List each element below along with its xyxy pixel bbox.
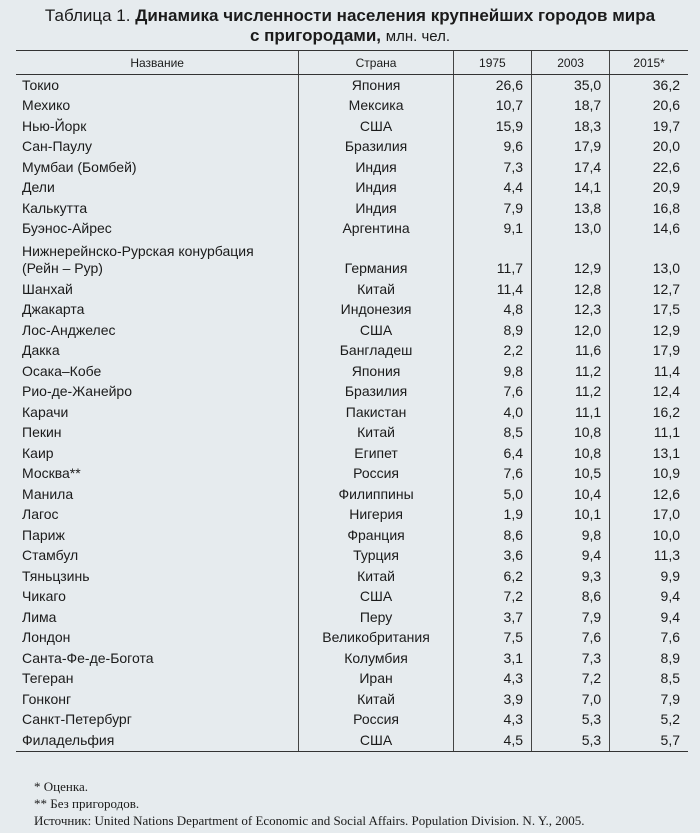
title-unit: млн. чел. [385,28,451,45]
value-2015: 11,3 [610,546,688,567]
value-2003: 12,3 [532,300,610,321]
city-name-text: Токио [22,76,59,93]
city-name-text: Мумбаи (Бомбей) [22,158,137,175]
country-cell: Бразилия [299,382,453,403]
table-title [0,6,700,47]
city-name-text: Буэнос-Айрес [22,220,112,237]
value-2003: 14,1 [532,178,610,199]
table-row [16,116,688,137]
note-estimate: * Оценка. [34,779,88,794]
city-name [16,505,299,526]
table-row [16,710,688,731]
table-row [16,566,688,587]
value-1975: 7,5 [453,628,531,649]
value-1975: 7,6 [453,464,531,485]
value-1975: 3,1 [453,648,531,669]
city-name-text: Чикаго [22,588,66,605]
country-cell: Бразилия [299,137,453,158]
city-name-text: Джакарта [22,301,85,318]
table-row [16,607,688,628]
city-name [16,300,299,321]
city-name [16,628,299,649]
value-1975: 7,2 [453,587,531,608]
city-name-text: Дели [22,179,55,196]
city-name-text: Москва** [22,465,81,482]
value-1975: 6,2 [453,566,531,587]
value-2003: 8,6 [532,587,610,608]
value-2015: 11,4 [610,361,688,382]
value-1975: 5,0 [453,484,531,505]
value-2003: 9,3 [532,566,610,587]
value-2015: 8,5 [610,669,688,690]
value-2015: 5,2 [610,710,688,731]
value-2015: 12,6 [610,484,688,505]
country-cell: Индия [299,178,453,199]
value-2015: 19,7 [610,116,688,137]
city-name [16,178,299,199]
value-1975: 3,6 [453,546,531,567]
country-cell: Мексика [299,96,453,117]
table-row [16,361,688,382]
country-cell: США [299,587,453,608]
value-1975: 9,1 [453,219,531,240]
city-name-text: Дакка [22,342,60,359]
city-name-text: Стамбул [22,547,79,564]
table-row [16,157,688,178]
value-2003: 18,7 [532,96,610,117]
value-1975: 11,7 [453,239,531,279]
title-main-line2: с пригородами, [249,26,382,45]
city-name [16,239,299,279]
city-name [16,587,299,608]
city-name-text: Нижнерейнско-Рурская конурбация [22,243,254,259]
value-2015: 20,0 [610,137,688,158]
value-2003: 10,8 [532,443,610,464]
city-name-text: Санта-Фе-де-Богота [22,649,154,666]
value-1975: 10,7 [453,96,531,117]
value-2015: 36,2 [610,75,688,96]
value-2015: 13,1 [610,443,688,464]
value-1975: 7,9 [453,198,531,219]
table-row [16,402,688,423]
value-2015: 12,9 [610,320,688,341]
table-row [16,382,688,403]
city-name [16,279,299,300]
country-cell: Индонезия [299,300,453,321]
country-cell: Колумбия [299,648,453,669]
table-row [16,137,688,158]
country-cell: США [299,730,453,751]
table-row [16,96,688,117]
city-name [16,341,299,362]
table-row [16,178,688,199]
table-row [16,669,688,690]
table-row [16,628,688,649]
header-1975: 1975 [453,51,531,75]
value-2003: 17,4 [532,157,610,178]
header-2015: 2015* [610,51,688,75]
country-cell: Египет [299,443,453,464]
value-2003: 12,0 [532,320,610,341]
value-2015: 13,0 [610,239,688,279]
table-row [16,505,688,526]
city-name-text: Санкт-Петербург [22,711,132,728]
city-name-text: Калькутта [22,199,88,216]
table-row [16,443,688,464]
note-no-suburbs: ** Без пригородов. [34,796,140,811]
value-2015: 17,0 [610,505,688,526]
value-2003: 7,0 [532,689,610,710]
value-2015: 12,4 [610,382,688,403]
value-2015: 11,1 [610,423,688,444]
value-2015: 20,9 [610,178,688,199]
country-cell: Китай [299,689,453,710]
population-table [16,50,688,752]
value-1975: 3,9 [453,689,531,710]
city-name [16,484,299,505]
value-1975: 8,6 [453,525,531,546]
city-name [16,689,299,710]
value-2003: 7,3 [532,648,610,669]
value-1975: 9,6 [453,137,531,158]
city-name-text: Карачи [22,403,69,420]
city-name-text: Рио-де-Жанейро [22,383,133,400]
value-1975: 3,7 [453,607,531,628]
city-name-text: Шанхай [22,280,73,297]
table-row [16,730,688,751]
city-name [16,157,299,178]
table-row [16,300,688,321]
header-2003: 2003 [532,51,610,75]
value-2015: 9,9 [610,566,688,587]
value-2015: 14,6 [610,219,688,240]
country-cell: Россия [299,710,453,731]
note-source: Источник: United Nations Department of Economic and Social Affairs. Population Division. N. Y., 2005. [34,813,585,828]
country-cell: Перу [299,607,453,628]
value-2003: 9,4 [532,546,610,567]
value-2003: 12,9 [532,239,610,279]
city-name-text: Нью-Йорк [22,117,87,134]
value-2015: 9,4 [610,587,688,608]
value-2015: 16,8 [610,198,688,219]
value-1975: 2,2 [453,341,531,362]
value-2015: 5,7 [610,730,688,751]
value-2003: 7,9 [532,607,610,628]
city-name-text: Париж [22,526,65,543]
country-cell: Индия [299,198,453,219]
value-2003: 12,8 [532,279,610,300]
value-1975: 6,4 [453,443,531,464]
city-name-text: Лима [22,608,57,625]
city-name [16,525,299,546]
city-name [16,648,299,669]
value-1975: 1,9 [453,505,531,526]
value-2015: 10,9 [610,464,688,485]
city-name-text: Лос-Анджелес [22,321,116,338]
value-2003: 9,8 [532,525,610,546]
country-cell: Франция [299,525,453,546]
value-2015: 22,6 [610,157,688,178]
city-name [16,137,299,158]
city-name [16,75,299,96]
value-1975: 7,3 [453,157,531,178]
value-2015: 7,6 [610,628,688,649]
table-row [16,198,688,219]
value-1975: 11,4 [453,279,531,300]
country-cell: Великобритания [299,628,453,649]
city-name-text: Сан-Паулу [22,138,92,155]
table-row [16,525,688,546]
table-row [16,423,688,444]
value-2003: 11,6 [532,341,610,362]
city-name-text: Каир [22,444,54,461]
value-1975: 9,8 [453,361,531,382]
city-name [16,198,299,219]
country-cell: Филиппины [299,484,453,505]
value-1975: 4,3 [453,710,531,731]
city-name [16,566,299,587]
city-name-text: Тегеран [22,670,74,687]
country-cell: Япония [299,361,453,382]
city-name [16,730,299,751]
value-1975: 7,6 [453,382,531,403]
country-cell: Китай [299,279,453,300]
city-name [16,382,299,403]
city-name [16,402,299,423]
country-cell: Иран [299,669,453,690]
city-name [16,443,299,464]
value-2003: 13,8 [532,198,610,219]
value-2003: 5,3 [532,710,610,731]
value-2003: 5,3 [532,730,610,751]
city-name-text-line2: (Рейн – Рур) [22,260,103,276]
city-name [16,669,299,690]
value-2003: 10,8 [532,423,610,444]
city-name-text: Мехико [22,97,71,114]
header-row [16,51,688,75]
value-2015: 16,2 [610,402,688,423]
value-2003: 10,1 [532,505,610,526]
city-name-text: Лагос [22,506,59,523]
value-2015: 12,7 [610,279,688,300]
city-name [16,546,299,567]
value-1975: 4,8 [453,300,531,321]
city-name [16,219,299,240]
city-name [16,710,299,731]
value-1975: 26,6 [453,75,531,96]
city-name [16,423,299,444]
city-name-text: Филадельфия [22,731,115,748]
country-cell: Аргентина [299,219,453,240]
title-main-line1: Динамика численности населения крупнейших городов мира [135,6,656,25]
table-row [16,484,688,505]
city-name-text: Осака–Кобе [22,362,102,379]
value-2003: 11,2 [532,382,610,403]
table-row [16,587,688,608]
table-row [16,464,688,485]
country-cell: Китай [299,566,453,587]
country-cell: Россия [299,464,453,485]
table-number: Таблица 1. [44,6,131,25]
city-name [16,320,299,341]
city-name [16,116,299,137]
country-cell: Индия [299,157,453,178]
table-row [16,689,688,710]
city-name [16,361,299,382]
city-name-text: Манила [22,485,74,502]
city-name-text: Лондон [22,629,71,646]
value-2015: 17,5 [610,300,688,321]
value-2015: 10,0 [610,525,688,546]
table-row [16,279,688,300]
country-cell: Пакистан [299,402,453,423]
table-row [16,320,688,341]
country-cell: США [299,320,453,341]
value-1975: 4,4 [453,178,531,199]
city-name [16,96,299,117]
city-name [16,464,299,485]
header-country: Страна [299,51,453,75]
value-2003: 13,0 [532,219,610,240]
value-1975: 4,5 [453,730,531,751]
country-cell: США [299,116,453,137]
value-2003: 10,5 [532,464,610,485]
value-1975: 8,9 [453,320,531,341]
table-row [16,648,688,669]
country-cell: Германия [299,239,453,279]
value-2003: 7,2 [532,669,610,690]
value-1975: 4,0 [453,402,531,423]
value-2003: 11,2 [532,361,610,382]
country-cell: Турция [299,546,453,567]
city-name [16,607,299,628]
table-row [16,219,688,240]
city-name-text: Гонконг [22,690,72,707]
value-2003: 35,0 [532,75,610,96]
value-2015: 20,6 [610,96,688,117]
table-row [16,546,688,567]
value-1975: 15,9 [453,116,531,137]
value-2015: 7,9 [610,689,688,710]
country-cell: Бангладеш [299,341,453,362]
value-2003: 10,4 [532,484,610,505]
value-2015: 9,4 [610,607,688,628]
value-2003: 11,1 [532,402,610,423]
table-row [16,341,688,362]
value-2003: 7,6 [532,628,610,649]
value-2003: 18,3 [532,116,610,137]
value-1975: 8,5 [453,423,531,444]
value-1975: 4,3 [453,669,531,690]
country-cell: Нигерия [299,505,453,526]
city-name-text: Тяньцзинь [22,567,90,584]
city-name-text: Пекин [22,424,62,441]
value-2015: 17,9 [610,341,688,362]
country-cell: Япония [299,75,453,96]
value-2015: 8,9 [610,648,688,669]
value-2003: 17,9 [532,137,610,158]
footnotes [34,778,585,829]
country-cell: Китай [299,423,453,444]
table-row [16,75,688,96]
table-row [16,239,688,279]
header-name: Название [16,51,299,75]
